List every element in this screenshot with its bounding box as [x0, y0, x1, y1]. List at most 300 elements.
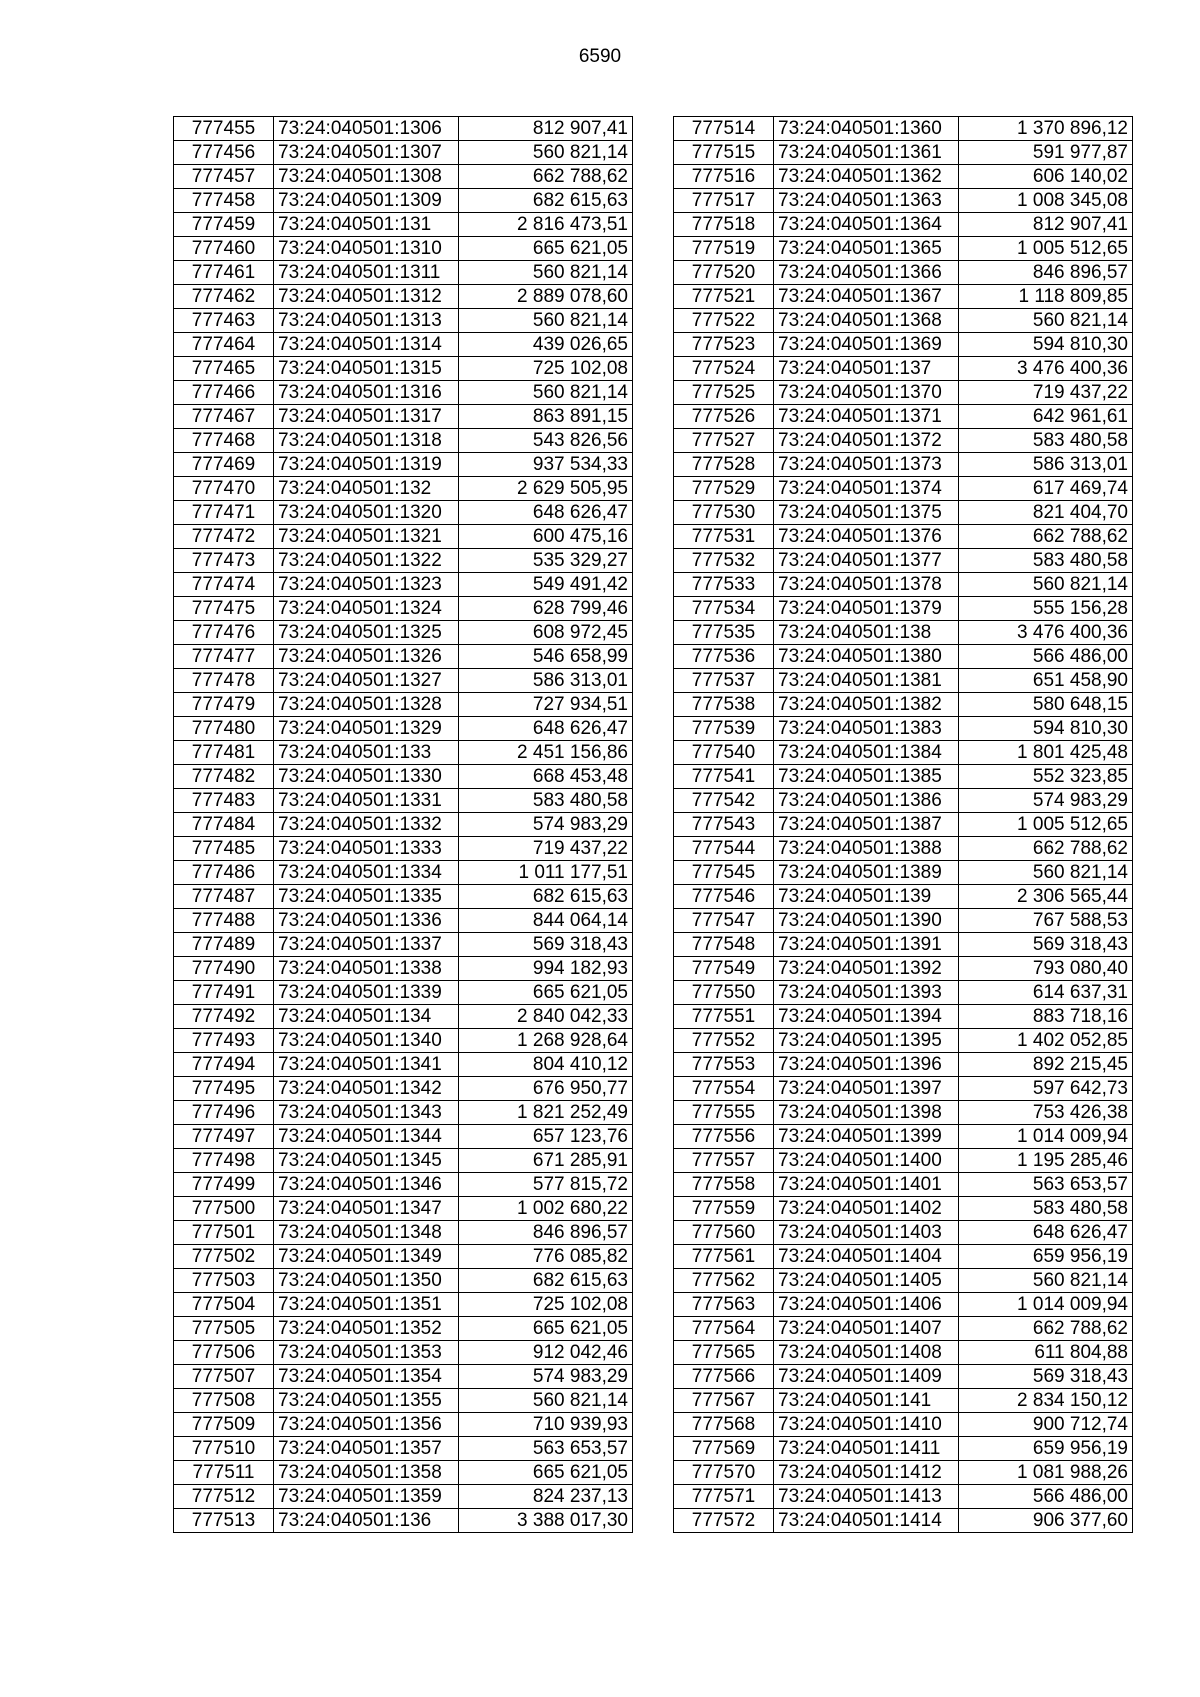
row-number-cell: 777539: [674, 717, 774, 741]
row-number-cell: 777568: [674, 1413, 774, 1437]
table-row: [174, 1149, 633, 1173]
value-cell: 2 306 565,44: [959, 885, 1133, 909]
value-cell: 648 626,47: [459, 501, 633, 525]
table-row: [674, 1029, 1133, 1053]
table-row: [674, 1053, 1133, 1077]
table-row: [174, 1077, 633, 1101]
table-row: [174, 117, 633, 141]
cadastral-number-cell: 73:24:040501:1308: [274, 165, 459, 189]
value-cell: 665 621,05: [459, 1461, 633, 1485]
row-number-cell: 777503: [174, 1269, 274, 1293]
table-row: [174, 549, 633, 573]
table-row: [674, 381, 1133, 405]
value-cell: 3 476 400,36: [959, 357, 1133, 381]
value-cell: 659 956,19: [959, 1245, 1133, 1269]
cadastral-number-cell: 73:24:040501:1365: [774, 237, 959, 261]
table-row: [174, 525, 633, 549]
table-row: [674, 1269, 1133, 1293]
value-cell: 597 642,73: [959, 1077, 1133, 1101]
table-row: [674, 1509, 1133, 1533]
row-number-cell: 777491: [174, 981, 274, 1005]
row-number-cell: 777504: [174, 1293, 274, 1317]
value-cell: 586 313,01: [459, 669, 633, 693]
row-number-cell: 777468: [174, 429, 274, 453]
cadastral-number-cell: 73:24:040501:1319: [274, 453, 459, 477]
row-number-cell: 777473: [174, 549, 274, 573]
cadastral-number-cell: 73:24:040501:133: [274, 741, 459, 765]
cadastral-number-cell: 73:24:040501:1413: [774, 1485, 959, 1509]
table-row: [674, 1413, 1133, 1437]
table-row: [174, 357, 633, 381]
cadastral-number-cell: 73:24:040501:1349: [274, 1245, 459, 1269]
row-number-cell: 777543: [674, 813, 774, 837]
cadastral-number-cell: 73:24:040501:1350: [274, 1269, 459, 1293]
value-cell: 614 637,31: [959, 981, 1133, 1005]
row-number-cell: 777566: [674, 1365, 774, 1389]
cadastral-number-cell: 73:24:040501:1370: [774, 381, 959, 405]
table-row: [174, 717, 633, 741]
table-row: [674, 117, 1133, 141]
table-row: [674, 477, 1133, 501]
cadastral-number-cell: 73:24:040501:1411: [774, 1437, 959, 1461]
table-row: [174, 1245, 633, 1269]
table-row: [174, 501, 633, 525]
table-row: [174, 957, 633, 981]
table-row: [674, 357, 1133, 381]
row-number-cell: 777524: [674, 357, 774, 381]
table-row: [674, 1101, 1133, 1125]
cadastral-number-cell: 73:24:040501:1332: [274, 813, 459, 837]
row-number-cell: 777495: [174, 1077, 274, 1101]
value-cell: 659 956,19: [959, 1437, 1133, 1461]
table-row: [674, 1389, 1133, 1413]
row-number-cell: 777567: [674, 1389, 774, 1413]
row-number-cell: 777553: [674, 1053, 774, 1077]
cadastral-number-cell: 73:24:040501:1321: [274, 525, 459, 549]
row-number-cell: 777531: [674, 525, 774, 549]
cadastral-number-cell: 73:24:040501:1306: [274, 117, 459, 141]
value-cell: 776 085,82: [459, 1245, 633, 1269]
table-row: [174, 885, 633, 909]
cadastral-number-cell: 73:24:040501:1316: [274, 381, 459, 405]
table-row: [174, 813, 633, 837]
row-number-cell: 777548: [674, 933, 774, 957]
row-number-cell: 777486: [174, 861, 274, 885]
value-cell: 676 950,77: [459, 1077, 633, 1101]
cadastral-number-cell: 73:24:040501:1340: [274, 1029, 459, 1053]
table-row: [674, 789, 1133, 813]
cadastral-number-cell: 73:24:040501:1367: [774, 285, 959, 309]
cadastral-number-cell: 73:24:040501:1327: [274, 669, 459, 693]
table-row: [174, 333, 633, 357]
table-row: [174, 237, 633, 261]
cadastral-number-cell: 73:24:040501:1410: [774, 1413, 959, 1437]
cadastral-number-cell: 73:24:040501:1404: [774, 1245, 959, 1269]
table-row: [174, 645, 633, 669]
value-cell: 600 475,16: [459, 525, 633, 549]
table-row: [174, 837, 633, 861]
row-number-cell: 777471: [174, 501, 274, 525]
cadastral-number-cell: 73:24:040501:1345: [274, 1149, 459, 1173]
value-cell: 662 788,62: [959, 525, 1133, 549]
value-cell: 1 118 809,85: [959, 285, 1133, 309]
row-number-cell: 777499: [174, 1173, 274, 1197]
value-cell: 937 534,33: [459, 453, 633, 477]
row-number-cell: 777463: [174, 309, 274, 333]
value-cell: 662 788,62: [959, 1317, 1133, 1341]
row-number-cell: 777563: [674, 1293, 774, 1317]
table-row: [674, 621, 1133, 645]
value-cell: 821 404,70: [959, 501, 1133, 525]
row-number-cell: 777488: [174, 909, 274, 933]
cadastral-number-cell: 73:24:040501:1409: [774, 1365, 959, 1389]
table-row: [674, 1173, 1133, 1197]
value-cell: 1 370 896,12: [959, 117, 1133, 141]
value-cell: 563 653,57: [459, 1437, 633, 1461]
value-cell: 725 102,08: [459, 1293, 633, 1317]
cadastral-number-cell: 73:24:040501:1336: [274, 909, 459, 933]
value-cell: 555 156,28: [959, 597, 1133, 621]
value-cell: 617 469,74: [959, 477, 1133, 501]
cadastral-number-cell: 73:24:040501:1342: [274, 1077, 459, 1101]
value-cell: 2 816 473,51: [459, 213, 633, 237]
value-cell: 560 821,14: [459, 1389, 633, 1413]
row-number-cell: 777530: [674, 501, 774, 525]
table-row: [174, 1317, 633, 1341]
value-cell: 560 821,14: [959, 1269, 1133, 1293]
table-row: [174, 597, 633, 621]
table-row: [674, 1317, 1133, 1341]
cadastral-number-cell: 73:24:040501:1386: [774, 789, 959, 813]
value-cell: 1 821 252,49: [459, 1101, 633, 1125]
table-row: [174, 309, 633, 333]
table-row: [674, 1365, 1133, 1389]
row-number-cell: 777455: [174, 117, 274, 141]
row-number-cell: 777469: [174, 453, 274, 477]
register-table-body: [674, 117, 1133, 1533]
row-number-cell: 777561: [674, 1245, 774, 1269]
row-number-cell: 777551: [674, 1005, 774, 1029]
row-number-cell: 777475: [174, 597, 274, 621]
value-cell: 546 658,99: [459, 645, 633, 669]
value-cell: 725 102,08: [459, 357, 633, 381]
row-number-cell: 777501: [174, 1221, 274, 1245]
value-cell: 574 983,29: [459, 1365, 633, 1389]
row-number-cell: 777457: [174, 165, 274, 189]
table-row: [674, 309, 1133, 333]
table-row: [674, 1221, 1133, 1245]
value-cell: 651 458,90: [959, 669, 1133, 693]
cadastral-number-cell: 73:24:040501:1383: [774, 717, 959, 741]
value-cell: 648 626,47: [959, 1221, 1133, 1245]
value-cell: 846 896,57: [459, 1221, 633, 1245]
table-row: [174, 285, 633, 309]
cadastral-number-cell: 73:24:040501:1323: [274, 573, 459, 597]
value-cell: 2 629 505,95: [459, 477, 633, 501]
row-number-cell: 777517: [674, 189, 774, 213]
table-row: [674, 261, 1133, 285]
value-cell: 594 810,30: [959, 717, 1133, 741]
table-row: [674, 453, 1133, 477]
row-number-cell: 777462: [174, 285, 274, 309]
value-cell: 560 821,14: [459, 309, 633, 333]
row-number-cell: 777470: [174, 477, 274, 501]
table-row: [174, 861, 633, 885]
row-number-cell: 777541: [674, 765, 774, 789]
row-number-cell: 777540: [674, 741, 774, 765]
value-cell: 753 426,38: [959, 1101, 1133, 1125]
table-row: [674, 1245, 1133, 1269]
row-number-cell: 777556: [674, 1125, 774, 1149]
table-row: [174, 189, 633, 213]
value-cell: 580 648,15: [959, 693, 1133, 717]
row-number-cell: 777464: [174, 333, 274, 357]
table-row: [674, 1197, 1133, 1221]
value-cell: 1 005 512,65: [959, 813, 1133, 837]
row-number-cell: 777534: [674, 597, 774, 621]
cadastral-number-cell: 73:24:040501:1339: [274, 981, 459, 1005]
row-number-cell: 777558: [674, 1173, 774, 1197]
cadastral-number-cell: 73:24:040501:1403: [774, 1221, 959, 1245]
row-number-cell: 777546: [674, 885, 774, 909]
cadastral-number-cell: 73:24:040501:1315: [274, 357, 459, 381]
table-row: [674, 1077, 1133, 1101]
cadastral-number-cell: 73:24:040501:1406: [774, 1293, 959, 1317]
value-cell: 566 486,00: [959, 645, 1133, 669]
table-row: [174, 213, 633, 237]
value-cell: 1 011 177,51: [459, 861, 633, 885]
value-cell: 665 621,05: [459, 981, 633, 1005]
cadastral-number-cell: 73:24:040501:1344: [274, 1125, 459, 1149]
cadastral-number-cell: 73:24:040501:1355: [274, 1389, 459, 1413]
row-number-cell: 777510: [174, 1437, 274, 1461]
value-cell: 2 889 078,60: [459, 285, 633, 309]
row-number-cell: 777560: [674, 1221, 774, 1245]
cadastral-number-cell: 73:24:040501:1322: [274, 549, 459, 573]
cadastral-number-cell: 73:24:040501:1351: [274, 1293, 459, 1317]
value-cell: 591 977,87: [959, 141, 1133, 165]
value-cell: 439 026,65: [459, 333, 633, 357]
table-row: [174, 1053, 633, 1077]
row-number-cell: 777508: [174, 1389, 274, 1413]
cadastral-number-cell: 73:24:040501:1369: [774, 333, 959, 357]
table-row: [174, 1029, 633, 1053]
row-number-cell: 777478: [174, 669, 274, 693]
value-cell: 662 788,62: [459, 165, 633, 189]
cadastral-number-cell: 73:24:040501:1393: [774, 981, 959, 1005]
cadastral-number-cell: 73:24:040501:1313: [274, 309, 459, 333]
table-row: [674, 717, 1133, 741]
value-cell: 574 983,29: [959, 789, 1133, 813]
row-number-cell: 777525: [674, 381, 774, 405]
value-cell: 2 451 156,86: [459, 741, 633, 765]
table-row: [174, 381, 633, 405]
table-row: [674, 429, 1133, 453]
value-cell: 574 983,29: [459, 813, 633, 837]
cadastral-number-cell: 73:24:040501:138: [774, 621, 959, 645]
row-number-cell: 777472: [174, 525, 274, 549]
cadastral-number-cell: 73:24:040501:1391: [774, 933, 959, 957]
value-cell: 767 588,53: [959, 909, 1133, 933]
table-row: [174, 693, 633, 717]
row-number-cell: 777529: [674, 477, 774, 501]
value-cell: 566 486,00: [959, 1485, 1133, 1509]
value-cell: 560 821,14: [459, 141, 633, 165]
cadastral-number-cell: 73:24:040501:1314: [274, 333, 459, 357]
table-row: [674, 981, 1133, 1005]
value-cell: 583 480,58: [959, 549, 1133, 573]
row-number-cell: 777528: [674, 453, 774, 477]
cadastral-number-cell: 73:24:040501:1407: [774, 1317, 959, 1341]
cadastral-number-cell: 73:24:040501:1384: [774, 741, 959, 765]
row-number-cell: 777493: [174, 1029, 274, 1053]
row-number-cell: 777537: [674, 669, 774, 693]
value-cell: 577 815,72: [459, 1173, 633, 1197]
cadastral-number-cell: 73:24:040501:1311: [274, 261, 459, 285]
row-number-cell: 777572: [674, 1509, 774, 1533]
cadastral-number-cell: 73:24:040501:1381: [774, 669, 959, 693]
value-cell: 560 821,14: [959, 573, 1133, 597]
value-cell: 793 080,40: [959, 957, 1133, 981]
cadastral-number-cell: 73:24:040501:1374: [774, 477, 959, 501]
row-number-cell: 777518: [674, 213, 774, 237]
row-number-cell: 777547: [674, 909, 774, 933]
cadastral-number-cell: 73:24:040501:1317: [274, 405, 459, 429]
row-number-cell: 777476: [174, 621, 274, 645]
row-number-cell: 777527: [674, 429, 774, 453]
row-number-cell: 777479: [174, 693, 274, 717]
row-number-cell: 777492: [174, 1005, 274, 1029]
row-number-cell: 777513: [174, 1509, 274, 1533]
row-number-cell: 777544: [674, 837, 774, 861]
cadastral-number-cell: 73:24:040501:1324: [274, 597, 459, 621]
table-row: [174, 1269, 633, 1293]
row-number-cell: 777489: [174, 933, 274, 957]
row-number-cell: 777565: [674, 1341, 774, 1365]
cadastral-number-cell: 73:24:040501:1356: [274, 1413, 459, 1437]
table-row: [674, 1437, 1133, 1461]
cadastral-number-cell: 73:24:040501:1398: [774, 1101, 959, 1125]
cadastral-number-cell: 73:24:040501:139: [774, 885, 959, 909]
row-number-cell: 777461: [174, 261, 274, 285]
table-row: [174, 1221, 633, 1245]
cadastral-number-cell: 73:24:040501:1364: [774, 213, 959, 237]
value-cell: 1 014 009,94: [959, 1125, 1133, 1149]
cadastral-number-cell: 73:24:040501:141: [774, 1389, 959, 1413]
value-cell: 657 123,76: [459, 1125, 633, 1149]
cadastral-number-cell: 73:24:040501:1387: [774, 813, 959, 837]
row-number-cell: 777496: [174, 1101, 274, 1125]
row-number-cell: 777521: [674, 285, 774, 309]
value-cell: 583 480,58: [459, 789, 633, 813]
table-row: [174, 453, 633, 477]
table-row: [674, 813, 1133, 837]
table-row: [674, 957, 1133, 981]
value-cell: 1 008 345,08: [959, 189, 1133, 213]
row-number-cell: 777506: [174, 1341, 274, 1365]
value-cell: 563 653,57: [959, 1173, 1133, 1197]
cadastral-number-cell: 73:24:040501:1375: [774, 501, 959, 525]
table-row: [674, 765, 1133, 789]
cadastral-number-cell: 73:24:040501:1346: [274, 1173, 459, 1197]
cadastral-number-cell: 73:24:040501:136: [274, 1509, 459, 1533]
value-cell: 883 718,16: [959, 1005, 1133, 1029]
table-row: [674, 237, 1133, 261]
cadastral-number-cell: 73:24:040501:1310: [274, 237, 459, 261]
cadastral-number-cell: 73:24:040501:1396: [774, 1053, 959, 1077]
value-cell: 642 961,61: [959, 405, 1133, 429]
row-number-cell: 777480: [174, 717, 274, 741]
table-row: [674, 885, 1133, 909]
row-number-cell: 777559: [674, 1197, 774, 1221]
cadastral-number-cell: 73:24:040501:1318: [274, 429, 459, 453]
table-row: [674, 1341, 1133, 1365]
value-cell: 1 801 425,48: [959, 741, 1133, 765]
value-cell: 569 318,43: [959, 933, 1133, 957]
value-cell: 900 712,74: [959, 1413, 1133, 1437]
value-cell: 608 972,45: [459, 621, 633, 645]
row-number-cell: 777490: [174, 957, 274, 981]
value-cell: 994 182,93: [459, 957, 633, 981]
table-row: [674, 597, 1133, 621]
value-cell: 812 907,41: [459, 117, 633, 141]
cadastral-number-cell: 73:24:040501:1402: [774, 1197, 959, 1221]
row-number-cell: 777459: [174, 213, 274, 237]
cadastral-number-cell: 73:24:040501:1335: [274, 885, 459, 909]
table-row: [674, 333, 1133, 357]
table-row: [174, 1293, 633, 1317]
cadastral-number-cell: 73:24:040501:1412: [774, 1461, 959, 1485]
value-cell: 912 042,46: [459, 1341, 633, 1365]
value-cell: 892 215,45: [959, 1053, 1133, 1077]
table-row: [174, 573, 633, 597]
value-cell: 682 615,63: [459, 189, 633, 213]
table-row: [674, 405, 1133, 429]
value-cell: 662 788,62: [959, 837, 1133, 861]
table-row: [674, 141, 1133, 165]
value-cell: 2 840 042,33: [459, 1005, 633, 1029]
row-number-cell: 777520: [674, 261, 774, 285]
table-row: [674, 189, 1133, 213]
cadastral-number-cell: 73:24:040501:1354: [274, 1365, 459, 1389]
cadastral-number-cell: 73:24:040501:1309: [274, 189, 459, 213]
row-number-cell: 777500: [174, 1197, 274, 1221]
table-row: [174, 1341, 633, 1365]
table-row: [174, 1197, 633, 1221]
row-number-cell: 777533: [674, 573, 774, 597]
table-row: [674, 669, 1133, 693]
value-cell: 719 437,22: [959, 381, 1133, 405]
cadastral-number-cell: 73:24:040501:1307: [274, 141, 459, 165]
cadastral-number-cell: 73:24:040501:1331: [274, 789, 459, 813]
row-number-cell: 777487: [174, 885, 274, 909]
cadastral-number-cell: 73:24:040501:1414: [774, 1509, 959, 1533]
cadastral-number-cell: 73:24:040501:1399: [774, 1125, 959, 1149]
row-number-cell: 777485: [174, 837, 274, 861]
value-cell: 665 621,05: [459, 237, 633, 261]
table-row: [174, 1173, 633, 1197]
value-cell: 1 081 988,26: [959, 1461, 1133, 1485]
table-row: [174, 165, 633, 189]
value-cell: 552 323,85: [959, 765, 1133, 789]
row-number-cell: 777494: [174, 1053, 274, 1077]
row-number-cell: 777474: [174, 573, 274, 597]
value-cell: 844 064,14: [459, 909, 633, 933]
cadastral-number-cell: 73:24:040501:1373: [774, 453, 959, 477]
row-number-cell: 777523: [674, 333, 774, 357]
table-row: [174, 1365, 633, 1389]
cadastral-number-cell: 73:24:040501:1371: [774, 405, 959, 429]
